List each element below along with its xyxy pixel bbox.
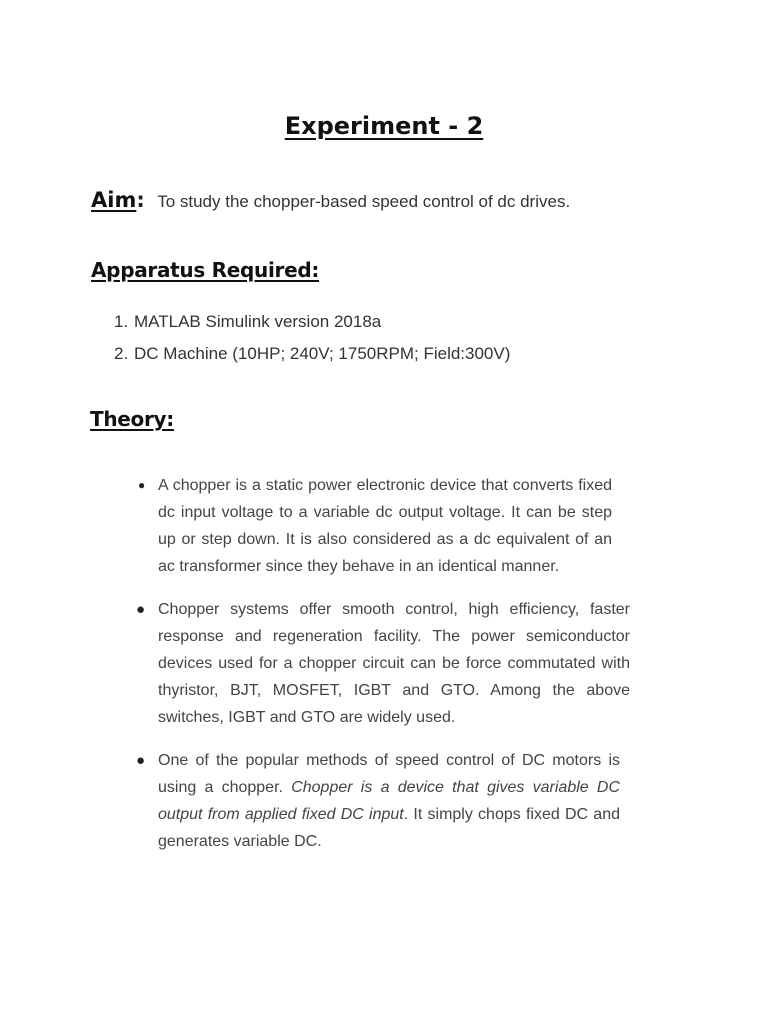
bullet-icon: ● <box>138 478 146 492</box>
bullet-icon: ● <box>136 601 146 618</box>
list-item <box>114 310 510 342</box>
aim-colon: : <box>136 188 145 212</box>
page-title: Experiment - 2 <box>284 112 484 140</box>
bullet-text: A chopper is a static power electronic device that converts fixed dc input voltage to a variable dc output voltage. It can be step up or step down. It is also considered as a dc equivalent of an ac transformer since they behave in an identical manner. <box>158 477 612 575</box>
bullet-text: . It simply chops fixed DC and generates variable DC. <box>158 806 620 850</box>
theory-bullets <box>136 456 636 855</box>
list-number: 2. <box>114 344 129 363</box>
theory-bullet <box>136 596 630 731</box>
theory-bullet <box>136 472 612 580</box>
bullet-icon: ● <box>136 752 146 769</box>
list-number: 1. <box>114 312 129 331</box>
aim-text: To study the chopper-based speed control of dc drives. <box>157 192 571 211</box>
list-item-text: MATLAB Simulink version 2018a <box>134 312 382 331</box>
bullet-text: Chopper systems offer smooth control, high efficiency, faster response and regeneration facility. The power semiconductor devices used for a chopper circuit can be force commutated with thyristor, BJT, MOSFET, IGBT and GTO. Among the above switches, IGBT and GTO are widely used. <box>158 601 630 726</box>
theory-bullet <box>136 747 620 855</box>
list-item <box>114 342 510 374</box>
aim-label: Aim <box>91 188 137 212</box>
list-item-text: DC Machine (10HP; 240V; 1750RPM; Field:300V) <box>134 344 511 363</box>
bullet-text: One of the popular methods of speed control of DC motors is using a chopper. <box>158 752 620 796</box>
theory-heading: Theory: <box>90 407 174 431</box>
apparatus-heading: Apparatus Required: <box>91 258 320 282</box>
bullet-text-italic: Chopper is a device that gives variable DC output from applied fixed DC input <box>158 779 621 823</box>
apparatus-list <box>114 310 510 374</box>
aim-section <box>91 188 570 212</box>
